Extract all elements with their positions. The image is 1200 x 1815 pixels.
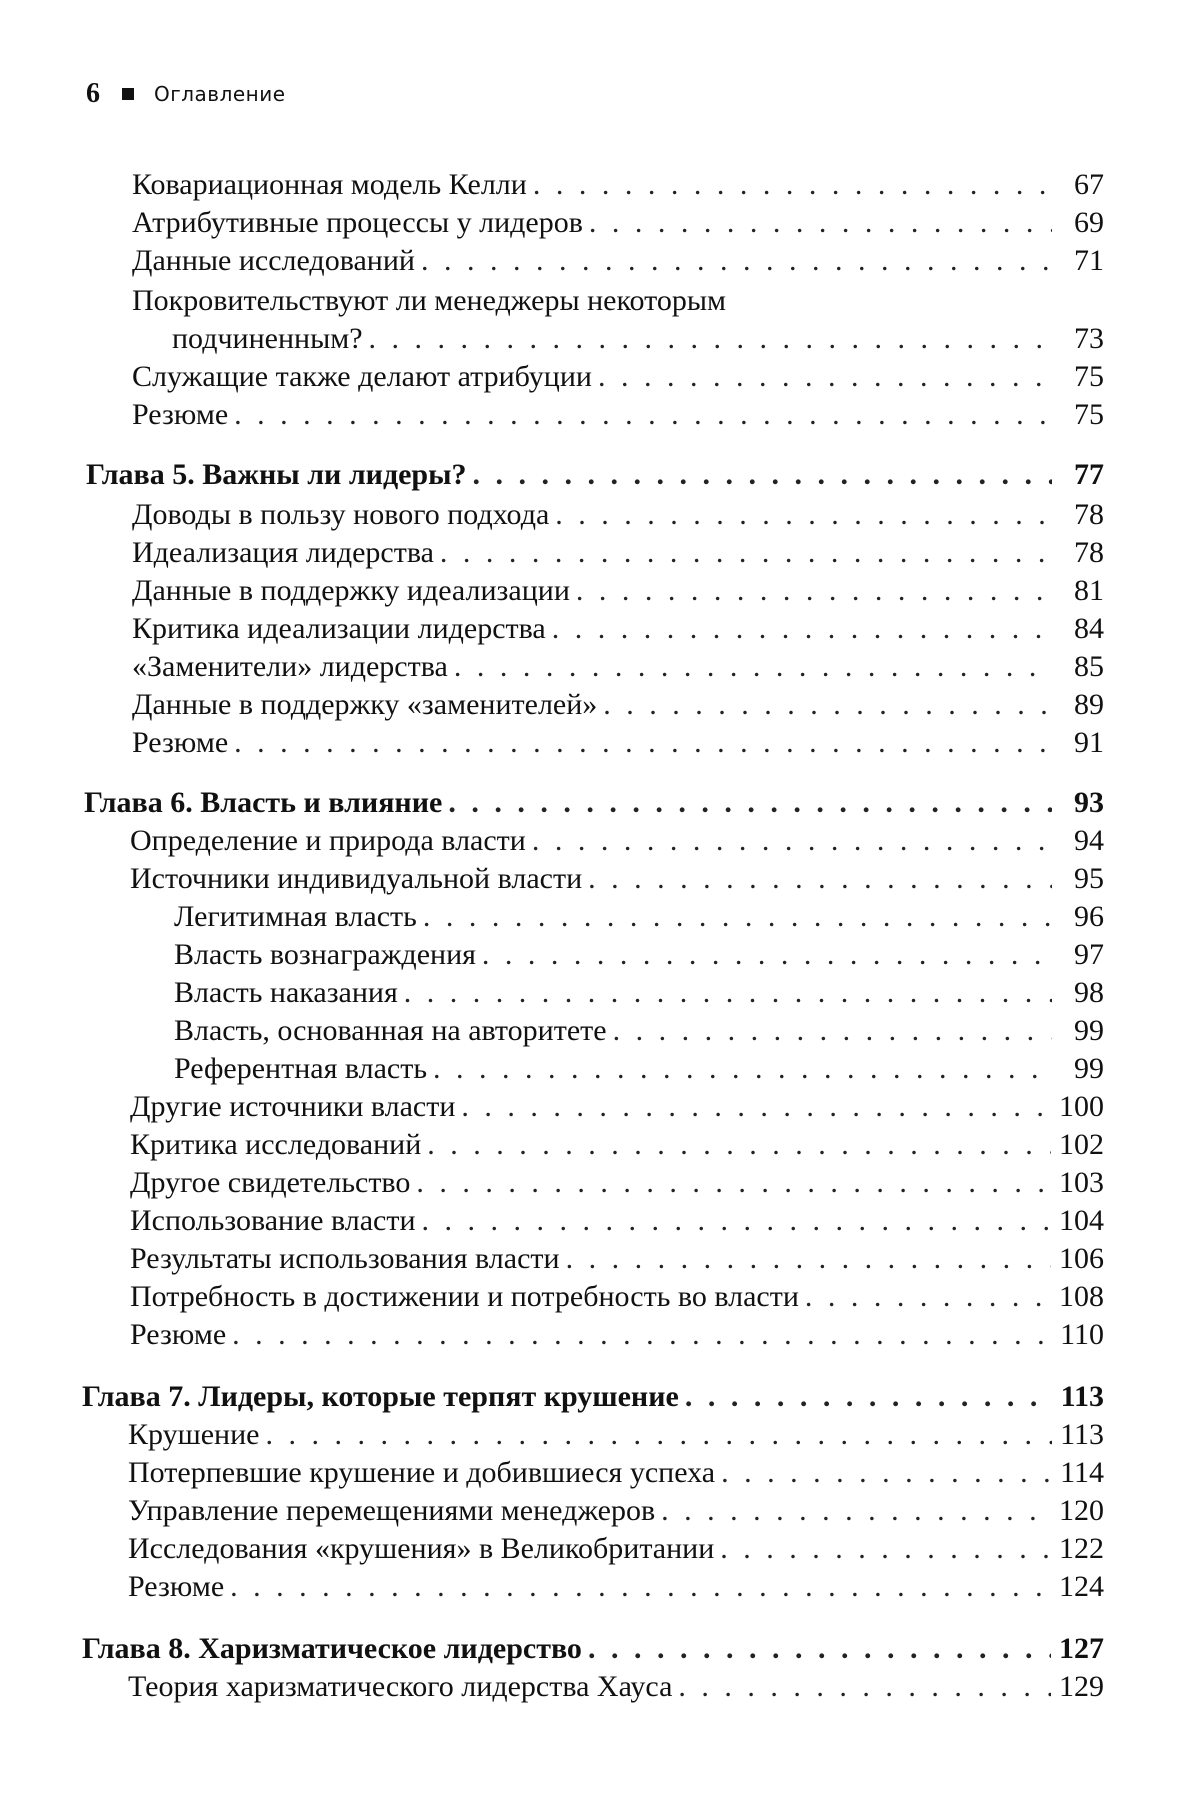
toc-entry xyxy=(132,610,1104,648)
toc-entry-page: 113 xyxy=(1060,1418,1104,1451)
toc-entry xyxy=(128,1492,1104,1530)
toc-entry xyxy=(130,1278,1104,1316)
dot-leader xyxy=(661,1492,1051,1530)
toc-entry xyxy=(128,1668,1104,1706)
dot-leader xyxy=(369,320,1052,358)
toc-entry xyxy=(128,1530,1104,1568)
toc-chapter-page: 127 xyxy=(1059,1632,1104,1665)
running-title: Оглавление xyxy=(154,82,286,106)
page-number: 6 xyxy=(86,78,100,109)
dot-leader xyxy=(576,572,1052,610)
toc-entry xyxy=(132,648,1104,686)
toc-entry-title: Определение и природа власти xyxy=(130,824,526,857)
toc-entry-title: Критика исследований xyxy=(130,1128,422,1161)
dot-leader xyxy=(421,242,1052,280)
dot-leader xyxy=(423,898,1052,936)
toc-entry-title: Резюме xyxy=(130,1318,227,1351)
toc-entry-page: 103 xyxy=(1059,1166,1104,1199)
toc-entry-title: подчиненным? xyxy=(172,322,363,355)
toc-entry xyxy=(132,242,1104,280)
toc-entry-title: Данные исследований xyxy=(132,244,415,277)
toc-subentry-title: Власть, основанная на авторитете xyxy=(174,1014,607,1047)
dot-leader xyxy=(265,1416,1052,1454)
toc-entry-page: 75 xyxy=(1074,360,1104,393)
toc-entry-title: Другие источники власти xyxy=(130,1090,456,1123)
toc-subentry-page: 98 xyxy=(1074,976,1104,1009)
toc-entry-page: 75 xyxy=(1074,398,1104,431)
toc-chapter-page: 77 xyxy=(1074,458,1104,491)
dot-leader xyxy=(234,724,1052,762)
toc-entry xyxy=(132,204,1104,242)
dot-leader xyxy=(613,1012,1052,1050)
toc-entry-page: 89 xyxy=(1074,688,1104,721)
toc-entry xyxy=(172,320,1104,358)
toc-subentry-page: 96 xyxy=(1074,900,1104,933)
toc-entry xyxy=(132,396,1104,434)
toc-entry-title: Потерпевшие крушение и добившиеся успеха xyxy=(128,1456,716,1489)
dot-leader xyxy=(448,784,1052,822)
toc-chapter-title: Глава 7. Лидеры, которые терпят крушение xyxy=(82,1380,679,1413)
toc-entry-page: 85 xyxy=(1074,650,1104,683)
toc-entry-page: 84 xyxy=(1074,612,1104,645)
toc-entry-page: 124 xyxy=(1059,1570,1104,1603)
toc-entry-title: Доводы в пользу нового подхода xyxy=(132,498,550,531)
toc-entry-title: Использование власти xyxy=(130,1204,416,1237)
toc-entry-page: 104 xyxy=(1059,1204,1104,1237)
toc-subentry-page: 99 xyxy=(1074,1014,1104,1047)
dot-leader xyxy=(552,610,1052,648)
toc-entry xyxy=(130,822,1104,860)
toc-chapter xyxy=(82,1378,1104,1416)
toc-entry-title: Данные в поддержку «заменителей» xyxy=(132,688,598,721)
dot-leader xyxy=(685,1378,1052,1416)
toc-entry-title: Ковариационная модель Келли xyxy=(132,168,527,201)
toc-subentry-title: Легитимная власть xyxy=(174,900,417,933)
toc-entry-title: Другое свидетельство xyxy=(130,1166,411,1199)
toc-entry-title-line1: Покровительствуют ли менеджеры некоторым xyxy=(132,284,726,317)
toc-entry-title: Теория харизматического лидерства Хауса xyxy=(128,1670,673,1703)
toc-entry-title: Управление перемещениями менеджеров xyxy=(128,1494,656,1527)
dot-leader xyxy=(678,1668,1051,1706)
toc-subentry-page: 97 xyxy=(1074,938,1104,971)
toc-entry xyxy=(130,860,1104,898)
dot-leader xyxy=(230,1568,1051,1606)
dot-leader xyxy=(416,1164,1051,1202)
dot-leader xyxy=(589,204,1052,242)
dot-leader xyxy=(473,456,1052,494)
toc-chapter xyxy=(84,784,1104,822)
toc-entry-page: 95 xyxy=(1074,862,1104,895)
toc-entry xyxy=(132,358,1104,396)
toc-entry-title: Исследования «крушения» в Великобритании xyxy=(128,1532,715,1565)
toc-entry-page: 114 xyxy=(1060,1456,1104,1489)
toc-entry xyxy=(130,1164,1104,1202)
toc-entry xyxy=(128,1416,1104,1454)
toc-chapter xyxy=(82,1630,1104,1668)
dot-leader xyxy=(720,1530,1051,1568)
toc-subentry xyxy=(174,1012,1104,1050)
toc-entry-page: 122 xyxy=(1059,1532,1104,1565)
toc-entry-title: Атрибутивные процессы у лидеров xyxy=(132,206,583,239)
toc-subentry xyxy=(174,898,1104,936)
toc-entry-page: 129 xyxy=(1059,1670,1104,1703)
toc-entry-page: 110 xyxy=(1060,1318,1104,1351)
toc-entry-title: Источники индивидуальной власти xyxy=(130,862,583,895)
dot-leader xyxy=(454,648,1052,686)
toc-entry-page: 78 xyxy=(1074,498,1104,531)
toc-entry-page: 78 xyxy=(1074,536,1104,569)
dot-leader xyxy=(433,1050,1052,1088)
dot-leader xyxy=(721,1454,1052,1492)
toc-entry xyxy=(132,686,1104,724)
toc-chapter-title: Глава 6. Власть и влияние xyxy=(84,786,443,819)
dot-leader xyxy=(555,496,1052,534)
dot-leader xyxy=(588,1630,1051,1668)
toc-entry xyxy=(132,166,1104,204)
toc-entry-title: Данные в поддержку идеализации xyxy=(132,574,570,607)
toc-entry-title: Служащие также делают атрибуции xyxy=(132,360,592,393)
toc-entry xyxy=(130,1316,1104,1354)
toc-entry-page: 106 xyxy=(1059,1242,1104,1275)
toc-entry-title: «Заменители» лидерства xyxy=(132,650,448,683)
toc-entry-page: 71 xyxy=(1074,244,1104,277)
toc-subentry-page: 99 xyxy=(1074,1052,1104,1085)
toc-entry xyxy=(128,1454,1104,1492)
dot-leader xyxy=(603,686,1052,724)
toc-entry xyxy=(130,1240,1104,1278)
toc-subentry xyxy=(174,1050,1104,1088)
toc-entry xyxy=(132,572,1104,610)
toc-entry xyxy=(130,1202,1104,1240)
dot-leader xyxy=(588,860,1052,898)
toc-entry-page: 102 xyxy=(1059,1128,1104,1161)
toc-entry xyxy=(132,496,1104,534)
toc-entry-page: 91 xyxy=(1074,726,1104,759)
toc-entry-title: Крушение xyxy=(128,1418,260,1451)
dot-leader xyxy=(598,358,1052,396)
toc-entry xyxy=(132,534,1104,572)
toc-chapter-page: 113 xyxy=(1060,1380,1104,1413)
dot-leader xyxy=(422,1202,1051,1240)
toc-entry-title: Потребность в достижении и потребность во власти xyxy=(130,1280,799,1313)
toc-chapter-title: Глава 5. Важны ли лидеры? xyxy=(86,458,467,491)
toc-entry-title: Резюме xyxy=(128,1570,225,1603)
dot-leader xyxy=(427,1126,1051,1164)
dot-leader xyxy=(404,974,1052,1012)
toc-entry-title: Резюме xyxy=(132,726,229,759)
dot-leader xyxy=(461,1088,1051,1126)
toc-entry-page: 108 xyxy=(1059,1280,1104,1313)
toc-chapter-page: 93 xyxy=(1074,786,1104,819)
dot-leader xyxy=(533,166,1052,204)
toc-entry-page: 81 xyxy=(1074,574,1104,607)
toc-entry-title: Результаты использования власти xyxy=(130,1242,560,1275)
dot-leader xyxy=(440,534,1052,572)
toc-entry xyxy=(130,1088,1104,1126)
dot-leader xyxy=(805,1278,1051,1316)
toc-subentry xyxy=(174,974,1104,1012)
toc-chapter-title: Глава 8. Харизматическое лидерство xyxy=(82,1632,582,1665)
toc-subentry-title: Власть наказания xyxy=(174,976,398,1009)
dot-leader xyxy=(566,1240,1051,1278)
dot-leader xyxy=(234,396,1052,434)
toc-entry-page: 100 xyxy=(1059,1090,1104,1123)
toc-entry-title: Идеализация лидерства xyxy=(132,536,434,569)
toc-subentry-title: Референтная власть xyxy=(174,1052,428,1085)
dot-leader xyxy=(482,936,1052,974)
toc-entry xyxy=(130,1126,1104,1164)
toc-entry-title: Критика идеализации лидерства xyxy=(132,612,546,645)
dot-leader xyxy=(232,1316,1052,1354)
toc-subentry-title: Власть вознаграждения xyxy=(174,938,476,971)
toc-subentry xyxy=(174,936,1104,974)
toc-entry-title: Резюме xyxy=(132,398,229,431)
toc-entry-page: 94 xyxy=(1074,824,1104,857)
toc-entry-page: 73 xyxy=(1074,322,1104,355)
dot-leader xyxy=(532,822,1052,860)
toc-entry-page: 67 xyxy=(1074,168,1104,201)
toc-entry-page: 120 xyxy=(1059,1494,1104,1527)
toc-entry xyxy=(132,724,1104,762)
toc-entry xyxy=(128,1568,1104,1606)
toc-entry-page: 69 xyxy=(1074,206,1104,239)
toc-chapter xyxy=(86,456,1104,494)
